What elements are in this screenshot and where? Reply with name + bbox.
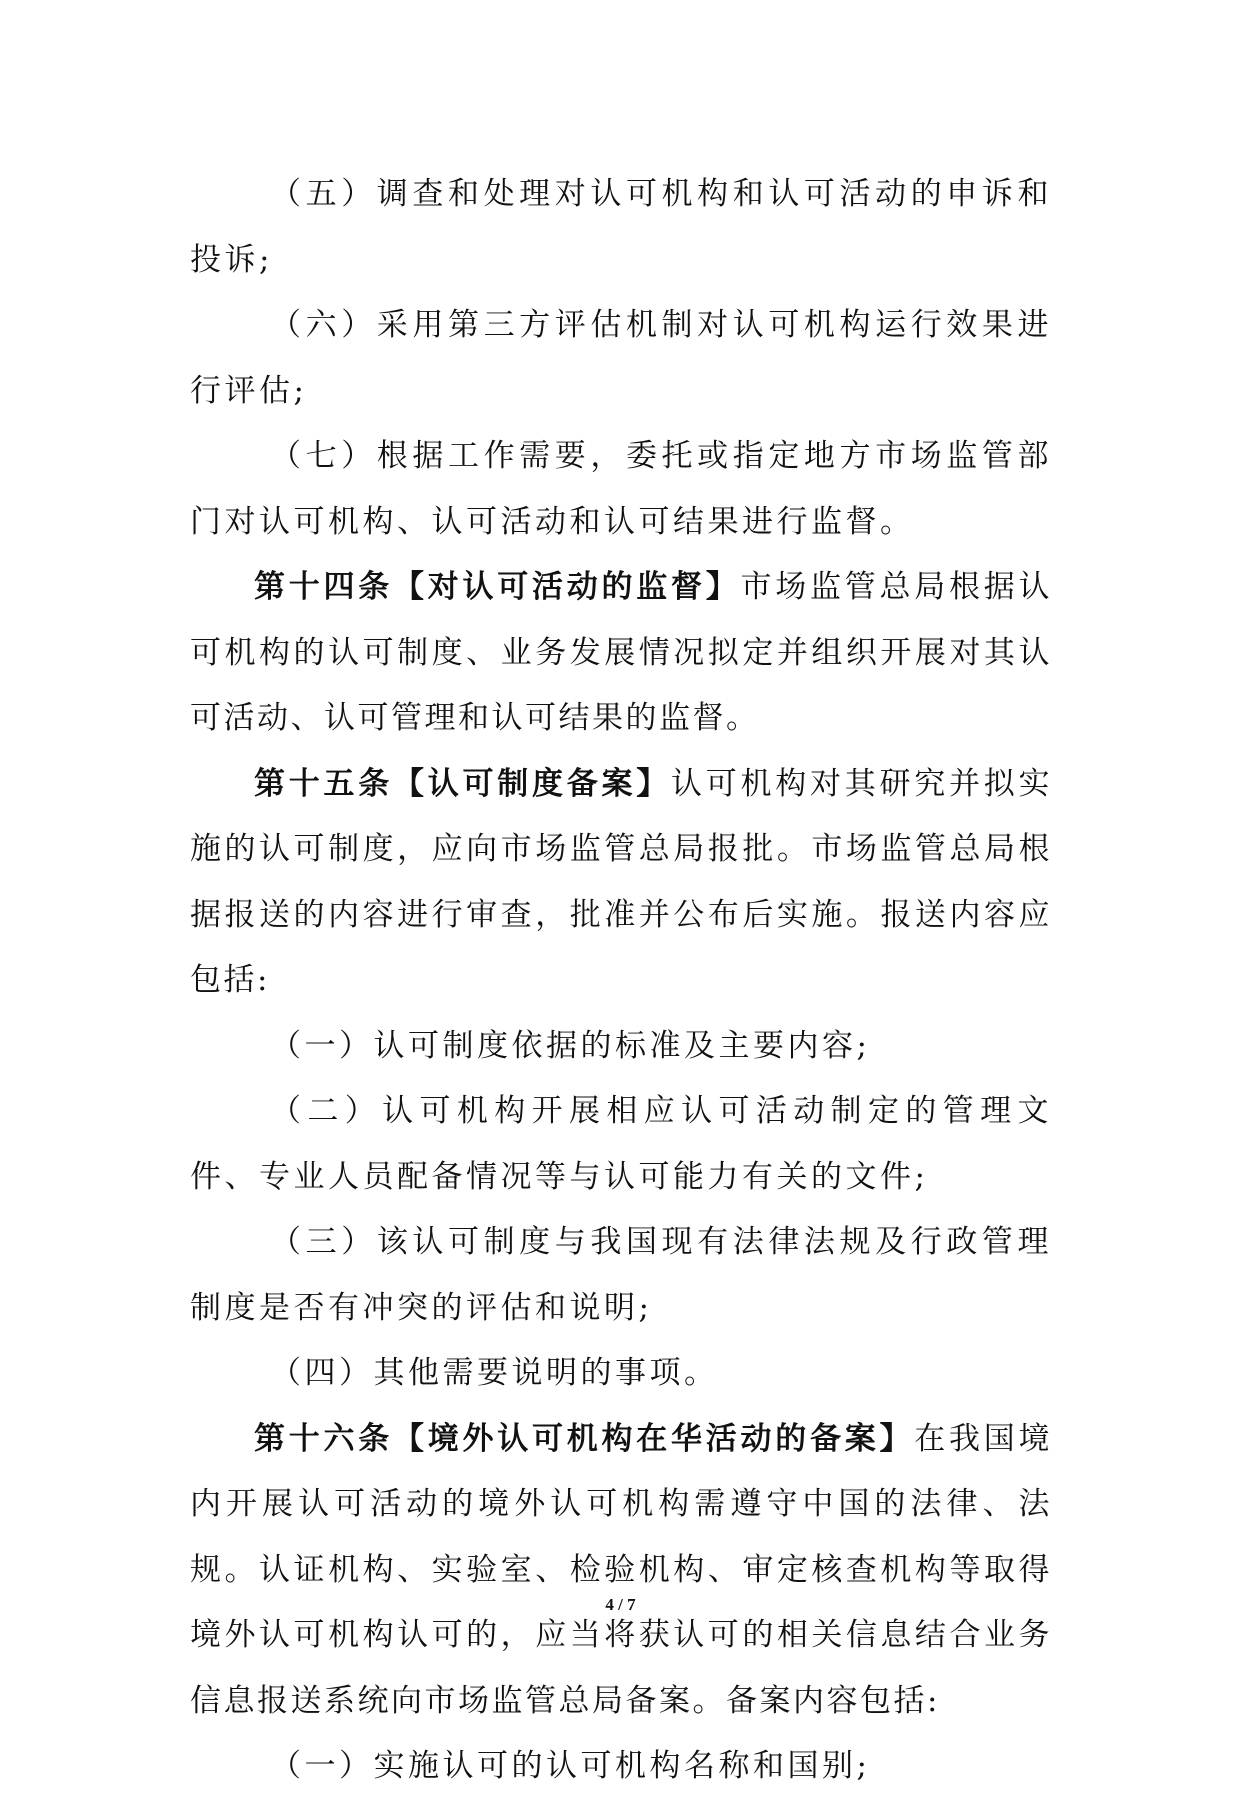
article-16 [190, 1407, 1052, 1735]
article-16-item-1: （一）实施认可的认可机构名称和国别; [270, 1748, 871, 1784]
article-15-heading: 第十五条【认可制度备案】 [254, 765, 671, 802]
document-body [190, 162, 1052, 1800]
article-16-heading: 第十六条【境外认可机构在华活动的备案】 [254, 1420, 915, 1457]
list-item-6: （六）采用第三方评估机制对认可机构运行效果进行评估; [190, 307, 1052, 409]
article-14-heading: 第十四条【对认可活动的监督】 [254, 569, 741, 605]
page-number: 4 / 7 [605, 1595, 636, 1614]
article-15-item-4: （四）其他需要说明的事项。 [270, 1355, 719, 1391]
article-15-item-1: （一）认可制度依据的标准及主要内容; [270, 1027, 871, 1064]
article-14 [190, 555, 1052, 752]
article-15-item-2: （二）认可机构开展相应认可活动制定的管理文件、专业人员配备情况等与认可能力有关的文件; [190, 1093, 1052, 1195]
article-14-text: 市场监管总局根据认可机构的认可制度、业务发展情况拟定并组织开展对其认可活动、认可管理和认可结果的监督。 [190, 569, 1052, 736]
article-16-text: 在我国境内开展认可活动的境外认可机构需遵守中国的法律、法规。认证机构、实验室、检验机构、审定核查机构等取得境外认可机构认可的，应当将获认可的相关信息结合业务信息报送系统向市场监管总局备案。备案内容包括: [190, 1420, 1052, 1719]
article-15-text: 认可机构对其研究并拟实施的认可制度，应向市场监管总局报批。市场监管总局根据报送的内容进行审查，批准并公布后实施。报送内容应包括: [190, 765, 1052, 998]
article-15-item-3: （三）该认可制度与我国现有法律法规及行政管理制度是否有冲突的评估和说明; [190, 1224, 1052, 1326]
list-item-7: （七）根据工作需要，委托或指定地方市场监管部门对认可机构、认可活动和认可结果进行监督。 [190, 438, 1052, 540]
article-15 [190, 752, 1052, 1014]
list-item-5: （五）调查和处理对认可机构和认可活动的申诉和投诉; [190, 176, 1052, 278]
